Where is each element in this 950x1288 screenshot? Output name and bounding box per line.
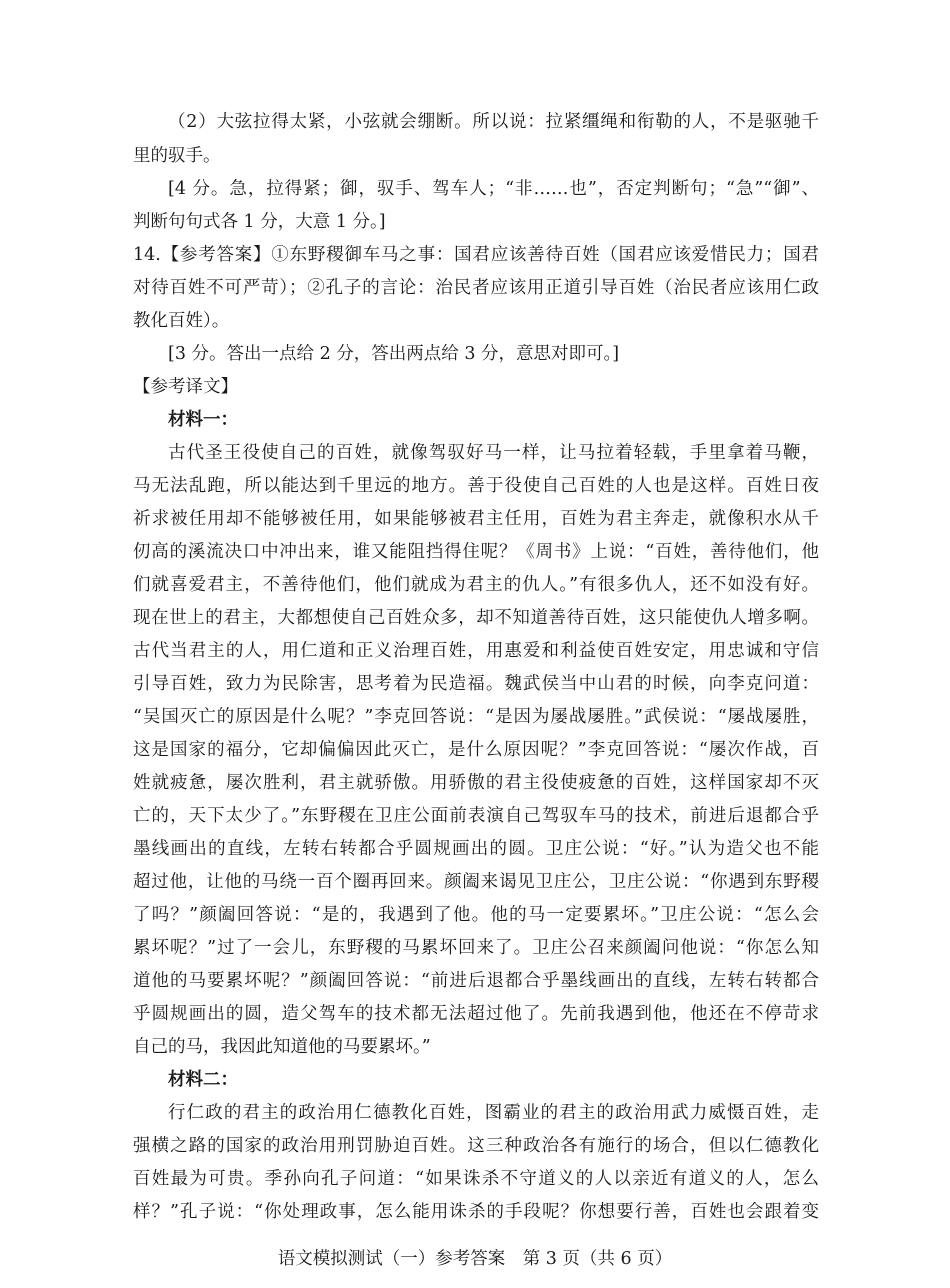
answer-13-2-line-2: 里的驭手。 (133, 146, 221, 166)
translation-line: 引导百姓，致力为民除害，思考着为民造福。魏武侯当中山君的时候，向李克问道： (133, 674, 819, 694)
answer-13-2-line-1: （2）大弦拉得太紧，小弦就会绷断。所以说：拉紧缰绳和衔勒的人，不是驱驰千 (168, 112, 819, 132)
translation-line: “吴国灭亡的原因是什么呢？”李克回答说：“是因为屡战屡胜。”武侯说：“屡战屡胜， (133, 707, 819, 727)
answer-14-line-1: 14.【参考答案】①东野稷御车马之事：国君应该善待百姓（国君应该爱惜民力；国君 (133, 245, 819, 265)
translation-line: 祈求被任用却不能够被任用，如果能够被君主任用，百姓为君主奔走，就像积水从千 (133, 509, 819, 529)
translation-line: 累坏呢？”过了一会儿，东野稷的马累坏回来了。卫庄公召来颜阖问他说：“你怎么知 (133, 938, 819, 958)
translation-heading: 【参考译文】 (133, 377, 238, 397)
scoring-note-13-line-1: [4 分。急，拉得紧；御，驭手、驾车人；“非……也”，否定判断句；“急”“御”、 (168, 179, 819, 199)
translation-line: 了吗？”颜阖回答说：“是的，我遇到了他。他的马一定要累坏。”卫庄公说：“怎么会 (133, 905, 819, 925)
translation-line: 自己的马，我因此知道他的马要累坏。” (133, 1037, 431, 1057)
translation-line: 样？”孔子说：“你处理政事，怎么能用诛杀的手段呢？你想要行善，百姓也会跟着变 (133, 1202, 819, 1222)
answer-14-line-2: 对待百姓不可严苛）；②孔子的言论：治民者应该用正道引导百姓（治民者应该用仁政 (133, 278, 819, 298)
translation-line: 亡的，天下太少了。”东野稷在卫庄公面前表演自己驾驭车马的技术，前进后退都合乎 (133, 806, 819, 826)
translation-line: 超过他，让他的马绕一百个圈再回来。颜阖来谒见卫庄公，卫庄公说：“你遇到东野稷 (133, 872, 819, 892)
translation-line: 乎圆规画出的圆，造父驾车的技术都无法超过他了。先前我遇到他，他还在不停苛求 (133, 1004, 819, 1024)
translation-line: 古代当君主的人，用仁道和正义治理百姓，用惠爱和利益使百姓安定，用忠诚和守信 (133, 641, 819, 661)
translation-line: 仞高的溪流决口中冲出来，谁又能阻挡得住呢？《周书》上说：“百姓，善待他们，他 (133, 542, 819, 562)
translation-line: 古代圣王役使自己的百姓，就像驾驭好马一样，让马拉着轻载，手里拿着马鞭， (168, 443, 819, 463)
translation-line: 现在世上的君主，大都想使自己百姓众多，却不知道善待百姓，这只能使仇人增多啊。 (133, 608, 819, 628)
scoring-note-13-line-2: 判断句句式各 1 分，大意 1 分。] (133, 212, 386, 232)
translation-line: 马无法乱跑，所以能达到千里远的地方。善于役使自己百姓的人也是这样。百姓日夜 (133, 476, 819, 496)
translation-line: 强横之路的国家的政治用刑罚胁迫百姓。这三种政治各有施行的场合，但以仁德教化 (133, 1136, 819, 1156)
material-two-heading: 材料二： (168, 1070, 238, 1090)
material-one-heading: 材料一： (168, 410, 238, 430)
translation-line: 行仁政的君主的政治用仁德教化百姓，图霸业的君主的政治用武力威慑百姓，走 (168, 1103, 819, 1123)
translation-line: 道他的马要累坏呢？”颜阖回答说：“前进后退都合乎墨线画出的直线，左转右转都合 (133, 971, 819, 991)
translation-line: 墨线画出的直线，左转右转都合乎圆规画出的圆。卫庄公说：“好。”认为造父也不能 (133, 839, 819, 859)
answer-14-line-3: 教化百姓）。 (133, 311, 230, 331)
translation-line: 们就喜爱君主，不善待他们，他们就成为君主的仇人。”有很多仇人，还不如没有好。 (133, 575, 819, 595)
scoring-note-14: [3 分。答出一点给 2 分，答出两点给 3 分，意思对即可。] (168, 344, 620, 364)
translation-line: 姓就疲惫，屡次胜利，君主就骄傲。用骄傲的君主役使疲惫的百姓，这样国家却不灭 (133, 773, 819, 793)
page-footer: 语文模拟测试（一）参考答案 第 3 页（共 6 页） (277, 1249, 673, 1269)
translation-line: 百姓最为可贵。季孙向孔子问道：“如果诛杀不守道义的人以亲近有道义的人，怎么 (133, 1169, 819, 1189)
translation-line: 这是国家的福分，它却偏偏因此灭亡，是什么原因呢？”李克回答说：“屡次作战，百 (133, 740, 819, 760)
